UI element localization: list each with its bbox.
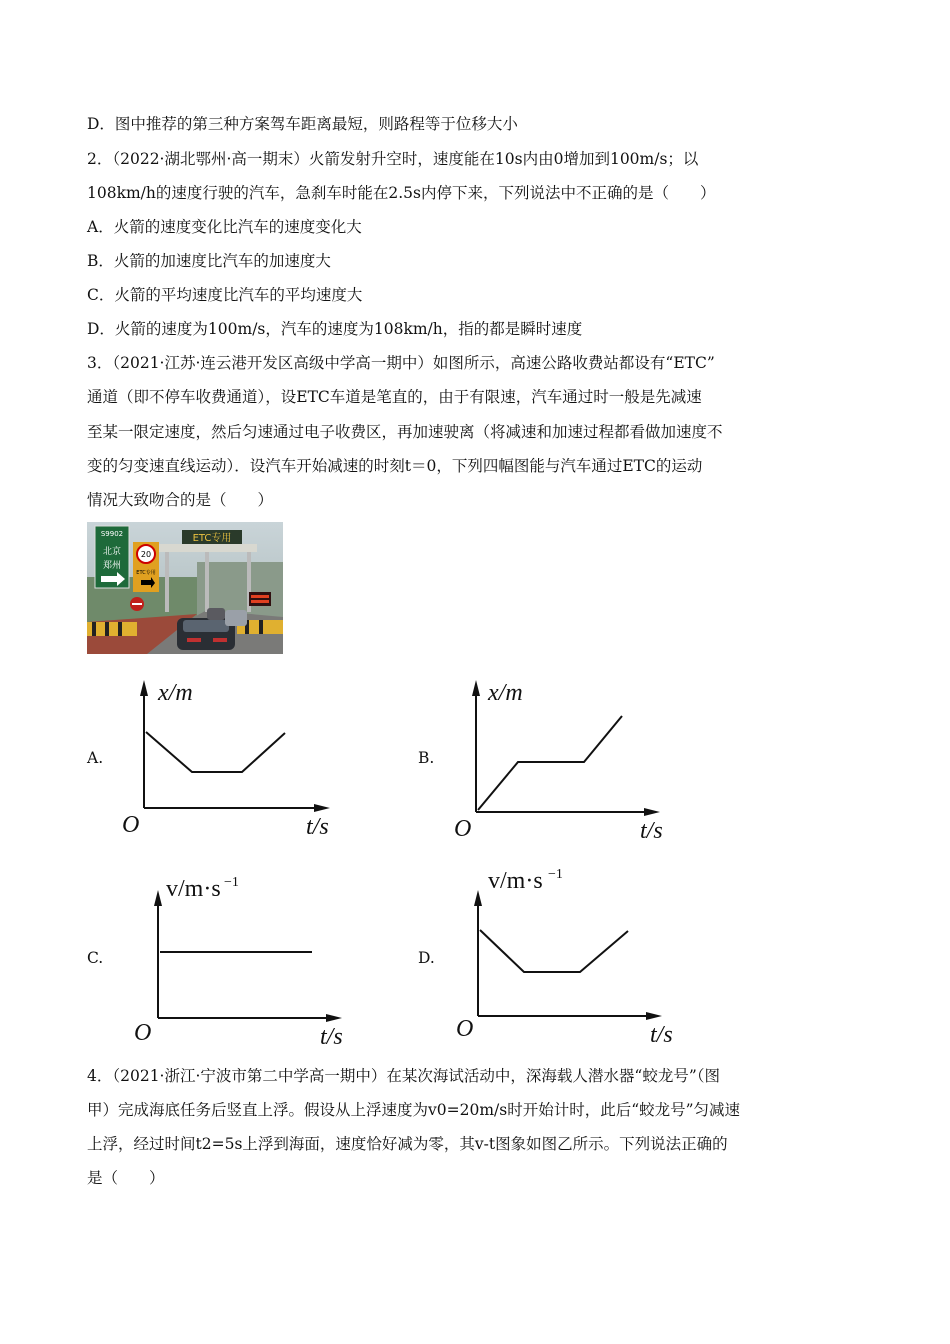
q4-stem-line3: 上浮，经过时间t2=5s上浮到海面，速度恰好减为零，其v-t图象如图乙所示。下列说法正确的: [87, 1135, 728, 1153]
graph-d-y-label-exponent: −1: [548, 867, 563, 882]
route-code-text: S9902: [100, 530, 124, 538]
q3-stem-line1: 3．（2021·江苏·连云港开发区高级中学高一期中）如图所示，高速公路收费站都设有“ETC”: [87, 354, 715, 372]
q1-option-d: D．图中推荐的第三种方案驾车距离最短，则路程等于位移大小: [87, 115, 518, 133]
q2-stem-line1: 2．（2022·湖北鄂州·高一期末）火箭发射升空时，速度能在10s内由0增加到100m/s；以: [87, 150, 699, 168]
graph-b-curve: [478, 716, 622, 810]
speed-limit-text: 20: [140, 550, 152, 559]
q2-option-d: D．火箭的速度为100m/s，汽车的速度为108km/h，指的都是瞬时速度: [87, 320, 583, 338]
route-city-2: 郑州: [102, 561, 122, 571]
route-city-1: 北京: [102, 547, 122, 557]
option-a-label: A.: [87, 749, 104, 767]
graph-c-origin: O: [134, 1020, 152, 1046]
graph-b: [440, 670, 680, 850]
graph-c-y-label-exponent: −1: [224, 875, 239, 890]
graph-b-y-label: x/m: [488, 680, 523, 706]
graph-d-origin: O: [456, 1016, 474, 1042]
option-d-label: D.: [418, 949, 435, 967]
graph-d-y-label: v/m·s: [488, 868, 543, 894]
graph-a-y-label: x/m: [158, 680, 193, 706]
option-c-label: C.: [87, 949, 104, 967]
graph-a-origin: O: [122, 812, 140, 838]
q4-stem-line4: 是（ ）: [87, 1169, 165, 1187]
graph-c: [120, 870, 360, 1050]
option-b-label: B.: [418, 749, 435, 767]
etc-toll-photo: [87, 522, 283, 654]
q2-option-b: B．火箭的加速度比汽车的加速度大: [87, 252, 331, 270]
graph-c-x-label: t/s: [320, 1024, 343, 1050]
q4-stem-line2: 甲）完成海底任务后竖直上浮。假设从上浮速度为v0=20m/s时开始计时，此后“蛟龙号”匀减速: [87, 1101, 741, 1119]
graph-a-curve: [146, 732, 285, 772]
graph-c-y-label: v/m·s: [166, 876, 221, 902]
q3-stem-line2: 通道（即不停车收费通道），设ETC车道是笔直的，由于有限速，汽车通过时一般是先减速: [87, 388, 702, 406]
q3-stem-line4: 变的匀变速直线运动）．设汽车开始减速的时刻t＝0，下列四幅图能与汽车通过ETC的运动: [87, 457, 703, 475]
q2-option-a: A．火箭的速度变化比汽车的速度变化大: [87, 218, 362, 236]
graph-d-x-label: t/s: [650, 1022, 673, 1048]
graph-b-x-label: t/s: [640, 818, 663, 844]
graph-a: [110, 670, 350, 850]
graph-d: [440, 867, 680, 1050]
q3-stem-line3: 至某一限定速度，然后匀速通过电子收费区，再加速驶离（将减速和加速过程都看做加速度不: [87, 423, 723, 441]
gantry-sign-text: ETC专用: [192, 533, 232, 544]
lane-sign-text: ETC专用: [136, 570, 156, 576]
q2-stem-line2: 108km/h的速度行驶的汽车，急刹车时能在2.5s内停下来，下列说法中不正确的是（ ）: [87, 184, 716, 202]
q4-stem-line1: 4．（2021·浙江·宁波市第二中学高一期中）在某次海试活动中，深海载人潜水器“蛟龙号”（图: [87, 1067, 721, 1085]
graph-d-curve: [480, 930, 628, 972]
graph-a-x-label: t/s: [306, 814, 329, 840]
graph-b-origin: O: [454, 816, 472, 842]
q3-stem-line5: 情况大致吻合的是（ ）: [87, 491, 274, 509]
q2-option-c: C．火箭的平均速度比汽车的平均速度大: [87, 286, 363, 304]
